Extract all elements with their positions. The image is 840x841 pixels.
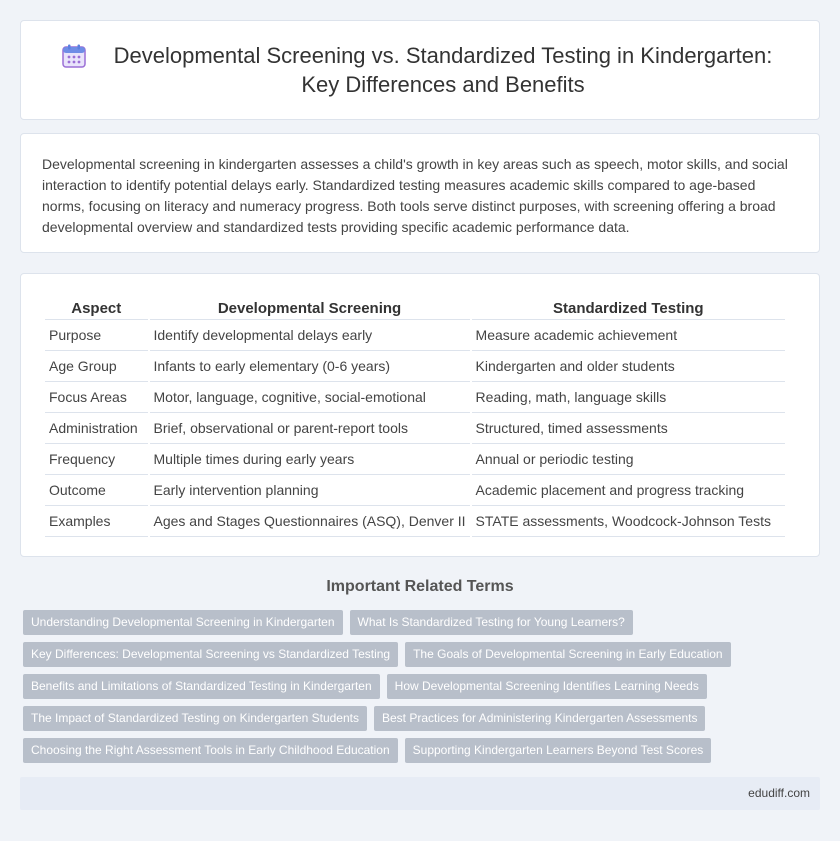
footer-site-link[interactable]: edudiff.com	[748, 786, 810, 800]
related-term-link[interactable]: Key Differences: Developmental Screening vs Standardized Testing	[23, 642, 398, 667]
tag-row	[23, 642, 823, 667]
table-row	[45, 444, 785, 475]
comparison-table-card	[20, 273, 820, 557]
cell-screening: Multiple times during early years	[150, 444, 470, 475]
cell-aspect: Frequency	[45, 444, 148, 475]
cell-aspect: Age Group	[45, 351, 148, 382]
table-row	[45, 382, 785, 413]
comparison-table	[43, 296, 787, 537]
cell-screening: Motor, language, cognitive, social-emotional	[150, 382, 470, 413]
cell-screening: Identify developmental delays early	[150, 320, 470, 351]
related-terms-title: Important Related Terms	[326, 578, 514, 595]
cell-aspect: Purpose	[45, 320, 148, 351]
calendar-icon	[61, 43, 87, 69]
related-term-link[interactable]: Supporting Kindergarten Learners Beyond Test Scores	[405, 738, 712, 763]
intro-card	[20, 133, 820, 253]
cell-testing: Annual or periodic testing	[472, 444, 785, 475]
related-term-link[interactable]: Benefits and Limitations of Standardized Testing in Kindergarten	[23, 674, 380, 699]
cell-testing: Measure academic achievement	[472, 320, 785, 351]
cell-aspect: Outcome	[45, 475, 148, 506]
cell-testing: Structured, timed assessments	[472, 413, 785, 444]
table-row	[45, 506, 785, 537]
cell-aspect: Focus Areas	[45, 382, 148, 413]
tag-row	[23, 610, 823, 635]
related-term-link[interactable]: What Is Standardized Testing for Young Learners?	[350, 610, 633, 635]
header-card	[20, 20, 820, 120]
tag-row	[23, 674, 823, 699]
table-row	[45, 475, 785, 506]
table-row	[45, 351, 785, 382]
related-terms-list	[23, 610, 823, 770]
header-aspect: Aspect	[45, 296, 148, 320]
cell-aspect: Administration	[45, 413, 148, 444]
cell-screening: Brief, observational or parent-report tools	[150, 413, 470, 444]
cell-aspect: Examples	[45, 506, 148, 537]
header-developmental-screening: Developmental Screening	[150, 296, 470, 320]
related-term-link[interactable]: Best Practices for Administering Kindergarten Assessments	[374, 706, 705, 731]
related-term-link[interactable]: Understanding Developmental Screening in Kindergarten	[23, 610, 343, 635]
table-header-row	[45, 296, 785, 320]
related-term-link[interactable]: The Impact of Standardized Testing on Kindergarten Students	[23, 706, 367, 731]
tag-row	[23, 738, 823, 763]
cell-screening: Ages and Stages Questionnaires (ASQ), Denver II	[150, 506, 470, 537]
tag-row	[23, 706, 823, 731]
header-standardized-testing: Standardized Testing	[472, 296, 785, 320]
related-term-link[interactable]: The Goals of Developmental Screening in Early Education	[405, 642, 731, 667]
intro-paragraph: Developmental screening in kindergarten assesses a child's growth in key areas such as speech, motor skills, and social interaction to identify potential delays early. Standardized testing measures academic skills compared to age-based norms, focusing on literacy and numeracy progress. Both tools serve distinct purposes, with screening offering a broad developmental overview and standardized tests providing specific academic performance data.	[42, 156, 788, 235]
table-row	[45, 320, 785, 351]
cell-testing: Academic placement and progress tracking	[472, 475, 785, 506]
cell-screening: Early intervention planning	[150, 475, 470, 506]
footer	[20, 777, 820, 810]
cell-screening: Infants to early elementary (0-6 years)	[150, 351, 470, 382]
cell-testing: Kindergarten and older students	[472, 351, 785, 382]
table-row	[45, 413, 785, 444]
cell-testing: STATE assessments, Woodcock-Johnson Tests	[472, 506, 785, 537]
related-term-link[interactable]: How Developmental Screening Identifies Learning Needs	[387, 674, 707, 699]
cell-testing: Reading, math, language skills	[472, 382, 785, 413]
related-term-link[interactable]: Choosing the Right Assessment Tools in Early Childhood Education	[23, 738, 398, 763]
page-title: Developmental Screening vs. Standardized Testing in Kindergarten: Key Differences and Benefits	[113, 43, 773, 97]
